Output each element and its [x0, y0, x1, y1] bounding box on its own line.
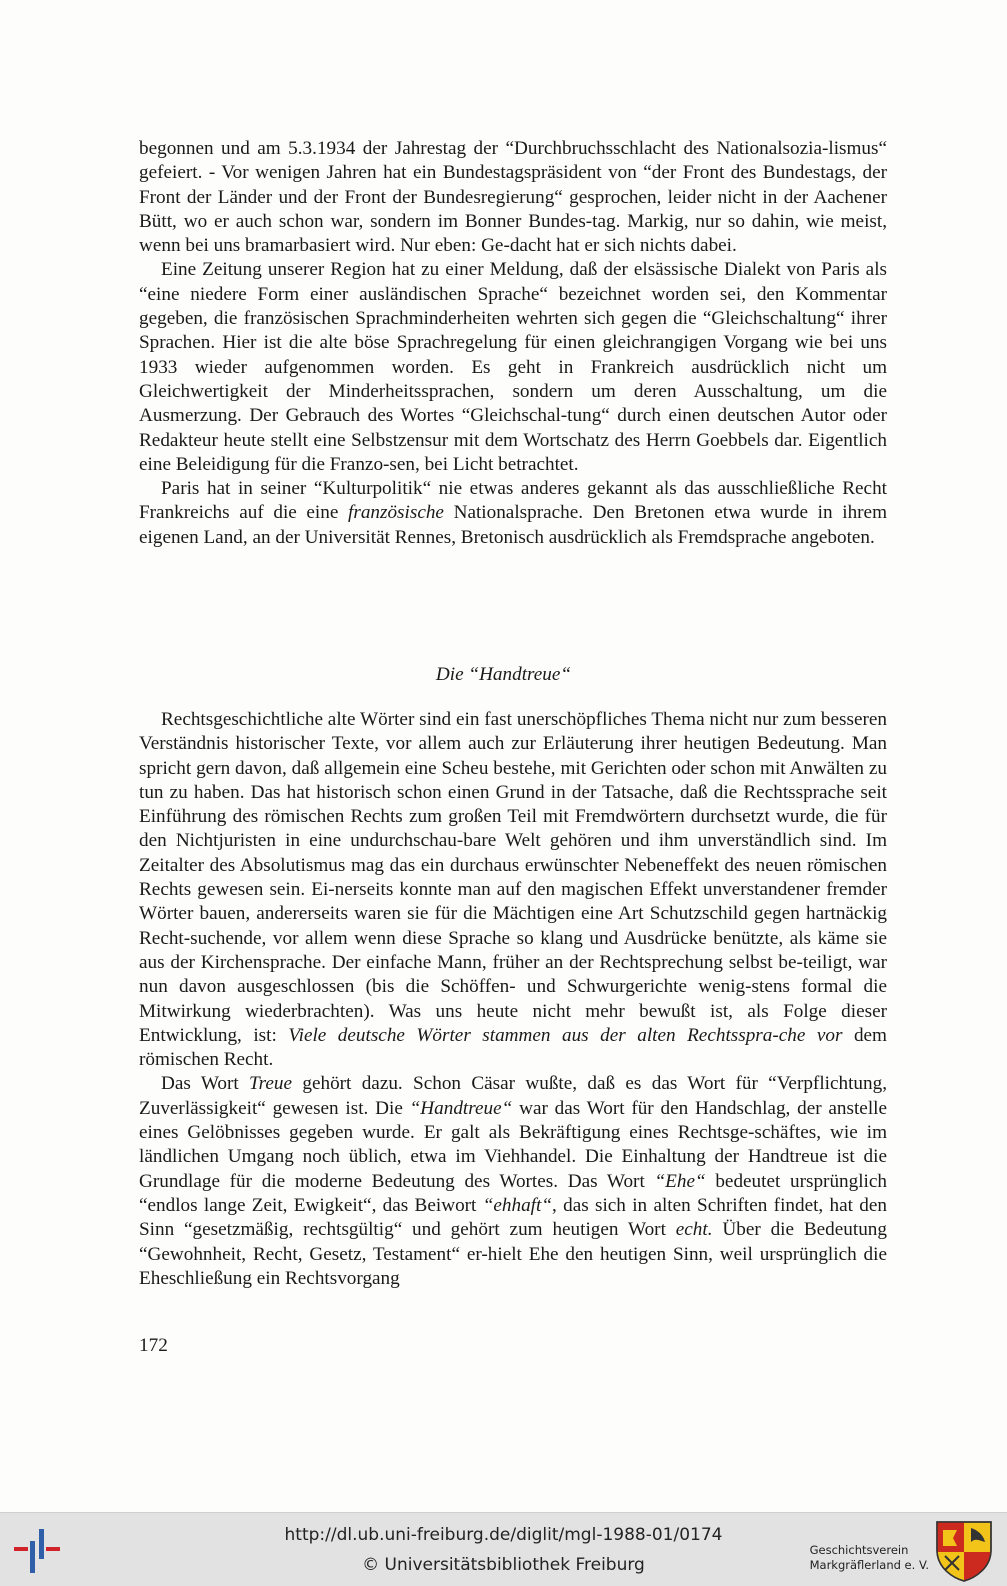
- paragraph-5-text-3: war das Wort für den Handschlag, der anstelle eines Gelöbnisses gegeben wurde. Er galt als Bekräftigung eines Rechtsge-schäftes, wie im ländlichen Umgang noch üblich, etwa im Viehhandel. Die Einhaltung der Handtreue ist die Grundlage für die moderne Bedeutung des Wortes. Das Wort: [139, 1097, 888, 1192]
- coat-of-arms-icon: [935, 1520, 993, 1582]
- paragraph-3-italic: französische: [348, 502, 444, 524]
- paragraph-5-italic-4: “ehhaft“: [482, 1194, 552, 1216]
- paragraph-5-text-2: gehört dazu. Schon Cäsar wußte, daß es das Wort für “Verpflichtung, Zuverlässigkeit“ gewesen ist. Die: [139, 1073, 888, 1119]
- society-name-line-2: Markgräflerland e. V.: [809, 1558, 929, 1572]
- paragraph-4-text-a: Rechtsgeschichtliche alte Wörter sind ein fast unerschöpfliches Thema nicht nur zum besseren Verständnis historischer Texte, vor allem auch zur Erläuterung ihrer heutigen Bedeutung. Man spricht gern davon, daß allgemein eine Scheu bestehe, mit Gerichten oder schon mit Anwälten zu tun zu haben. Das hat historisch schon einen Grund in der Tatsache, daß die Rechtssprache seit Einführung des römischen Rechts zum großen Teil mit Fremdwörtern durchsetzt wurde, die für den Nichtjuristen in eine undurchschau-bare Welt gehören und ihm unverständlich sind. Im Zeitalter des Absolutismus mag das ein durchaus erwünschter Nebeneffekt des neuen römischen Rechts gewesen sein. Ei-nerseits konnte man auf den magischen Effekt unverstandener fremder Wörter bauen, andererseits waren sie für die Mächtigen eine Art Schutzschild gegen hartnäckig Recht-suchende, vor allem wenn diese Sprache so klang und Ausdrücke benützte, als käme sie aus der Kirchensprache. Der einfache Mann, früher an der Rechtsprechung selbst be-teiligt, war nun davon ausgeschlossen (bis die Schöffen- und Schwurgerichte wenig-stens formal die Mitwirkung wiederbrachten). Was uns heute nicht mehr bewußt ist, als Folge dieser Entwicklung, ist:: [139, 709, 887, 1046]
- paragraph-5-text-5: , das sich in alten Schriften findet, hat den Sinn “gesetzmäßig, rechtsgültig“ und gehört zum heutigen Wort: [139, 1194, 887, 1241]
- paragraph-5-text-6: Über die Bedeutung “Gewohnheit, Recht, Gesetz, Testament“ er-hielt Ehe den heutigen Sinn, weil ursprünglich die Eheschließung ein Rechtsvorgang: [139, 1219, 887, 1289]
- text-block-top: [139, 137, 887, 550]
- paragraph-4: [139, 708, 887, 1072]
- paragraph-2: Eine Zeitung unserer Region hat zu einer Meldung, daß der elsässische Dialekt von Paris als “eine niedere Form einer ausländischen Sprache“ bezeichnet worden sei, den Kommentar gegeben, die französischen Sprachminderheiten wehrten sich gegen die “Gleichschaltung“ ihrer Sprachen. Hier ist die alte böse Sprachregelung für einen gleichrangigen Vorgang wie bei uns 1933 wieder aufgenommen worden. Es geht in Frankreich ausdrücklich nicht um Gleichwertigkeit der Minderheitssprachen, sondern um deren Ausschaltung, um die Ausmerzung. Der Gebrauch des Wortes “Gleichschal-tung“ durch einen deutschen Autor oder Redakteur heute stellt eine Selbstzensur mit dem Wortschatz des Herrn Goebbels dar. Eigentlich eine Beleidigung für die Franzo-sen, bei Licht betrachtet.: [139, 259, 887, 475]
- copyright-text: © Universitätsbibliothek Freiburg: [362, 1555, 645, 1575]
- paragraph-5-text-1: Das Wort: [161, 1073, 250, 1095]
- paragraph-4-italic: Viele deutsche Wörter stammen aus der alten Rechtsspra-che vor: [288, 1024, 843, 1046]
- paragraph-3-text-b: Nationalsprache. Den Bretonen etwa wurde in ihrem eigenen Land, an der Universität Rennes, Bretonisch ausdrücklich als Fremdsprache angeboten.: [139, 502, 887, 548]
- page-number: 172: [139, 1335, 168, 1356]
- paragraph-5-italic-1: Treue: [249, 1073, 293, 1095]
- text-block-bottom: [139, 708, 887, 1291]
- paragraph-5-italic-5: echt.: [675, 1219, 713, 1241]
- paragraph-3: [139, 477, 887, 550]
- society-name-line-1: Geschichtsverein: [809, 1543, 909, 1557]
- source-url-link[interactable]: http://dl.ub.uni-freiburg.de/diglit/mgl-1988-01/0174: [284, 1525, 723, 1545]
- paragraph-5: [139, 1072, 887, 1291]
- paragraph-5-text-4: bedeutet ursprünglich “endlos lange Zeit, Ewigkeit“, das Beiwort: [139, 1170, 887, 1216]
- paragraph-5-italic-2: “Handtreue“: [409, 1097, 513, 1119]
- footer-bar: [0, 1512, 1007, 1586]
- paragraph-3-text-a: Paris hat in seiner “Kulturpolitik“ nie etwas anderes gekannt als das ausschließliche Recht Frankreichs auf die eine: [139, 478, 887, 524]
- society-name: [810, 1543, 929, 1573]
- paragraph-1: begonnen und am 5.3.1934 der Jahrestag der “Durchbruchsschlacht des Nationalsozia-lismus“ gefeiert. - Vor wenigen Jahren hat ein Bundestagspräsident von “der Front des Bundestags, der Front der Länder und der Front der Bundesregierung“ gesprochen, leider nicht in der Aachener Bütt, wo er auch schon war, sondern im Bonner Bundes-tag. Markig, nur so dahin, wie meist, wenn bei uns bramarbasiert wird. Nur eben: Ge-dacht hat er sich nichts dabei.: [139, 138, 887, 257]
- paragraph-5-italic-3: “Ehe“: [654, 1170, 706, 1192]
- paragraph-4-text-b: dem römischen Recht.: [139, 1024, 887, 1071]
- section-heading: Die “Handtreue“: [435, 664, 572, 685]
